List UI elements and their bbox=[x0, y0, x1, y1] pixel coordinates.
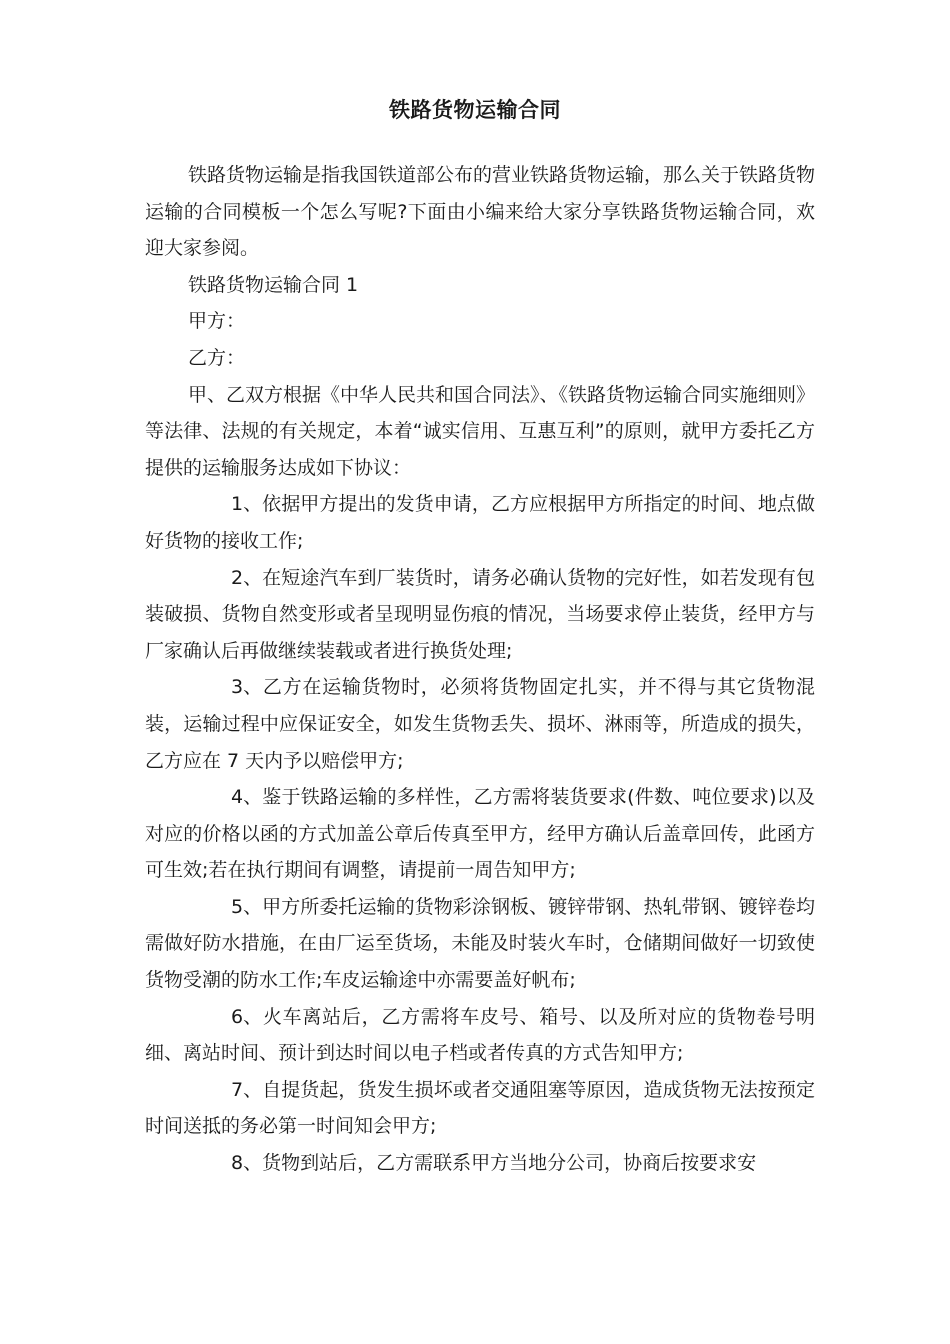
clause-number: 4、 bbox=[231, 786, 263, 809]
clause-8 bbox=[145, 1145, 815, 1182]
clause-text: 乙方在运输货物时，必须将货物固定扎实，并不得与其它货物混装，运输过程中应保证安全，如发生货物丢失、损坏、淋雨等，所造成的损失，乙方应在 7 天内予以赔偿甲方; bbox=[145, 676, 815, 772]
party-a-line: 甲方： bbox=[188, 310, 246, 333]
intro-paragraph: 铁路货物运输是指我国铁道部公布的营业铁路货物运输，那么关于铁路货物运输的合同模板一个怎么写呢?下面由小编来给大家分享铁路货物运输合同，欢迎大家参阅。 bbox=[145, 164, 816, 260]
clause-number: 3、 bbox=[231, 676, 263, 699]
party-b-line: 乙方： bbox=[188, 346, 246, 369]
clause-7 bbox=[145, 1072, 815, 1145]
document-body bbox=[145, 157, 815, 1182]
clause-text: 依据甲方提出的发货申请，乙方应根据甲方所指定的时间、地点做好货物的接收工作; bbox=[145, 493, 815, 552]
clause-1 bbox=[145, 486, 815, 559]
clause-number: 1、 bbox=[231, 493, 263, 516]
contract-heading: 铁路货物运输合同 1 bbox=[188, 273, 359, 296]
clause-number: 6、 bbox=[231, 1005, 263, 1028]
clause-number: 5、 bbox=[231, 895, 263, 918]
clause-text: 甲方所委托运输的货物彩涂钢板、镀锌带钢、热轧带钢、镀锌卷均需做好防水措施，在由厂运至货场，未能及时装火车时，仓储期间做好一切致使货物受潮的防水工作;车皮运输途中亦需要盖好帆布; bbox=[145, 895, 815, 992]
document-title: 铁路货物运输合同 bbox=[389, 98, 561, 122]
clause-3 bbox=[145, 669, 815, 779]
clause-6 bbox=[145, 999, 815, 1072]
clause-4 bbox=[145, 779, 815, 889]
clause-number: 2、 bbox=[231, 566, 263, 589]
clause-5 bbox=[145, 889, 815, 999]
clause-text: 鉴于铁路运输的多样性，乙方需将装货要求(件数、吨位要求)以及对应的价格以函的方式加盖公章后传真至甲方，经甲方确认后盖章回传，此函方可生效;若在执行期间有调整，请提前一周告知甲方; bbox=[145, 786, 815, 882]
clause-text: 火车离站后，乙方需将车皮号、箱号、以及所对应的货物卷号明细、离站时间、预计到达时间以电子档或者传真的方式告知甲方; bbox=[145, 1005, 815, 1065]
clause-text: 在短途汽车到厂装货时，请务必确认货物的完好性，如若发现有包装破损、货物自然变形或者呈现明显伤痕的情况，当场要求停止装货，经甲方与厂家确认后再做继续装载或者进行换货处理; bbox=[145, 566, 815, 662]
clause-number: 7、 bbox=[231, 1078, 263, 1101]
preamble-paragraph: 甲、乙双方根据《中华人民共和国合同法》、《铁路货物运输合同实施细则》等法律、法规的有关规定，本着“诚实信用、互惠互利”的原则，就甲方委托乙方提供的运输服务达成如下协议： bbox=[145, 383, 816, 479]
clause-text: 货物到站后，乙方需联系甲方当地分公司，协商后按要求安 bbox=[262, 1152, 757, 1175]
clause-2 bbox=[145, 560, 815, 670]
clause-text: 自提货起，货发生损坏或者交通阻塞等原因，造成货物无法按预定时间送抵的务必第一时间知会甲方; bbox=[145, 1078, 815, 1138]
clause-number: 8、 bbox=[231, 1152, 263, 1175]
